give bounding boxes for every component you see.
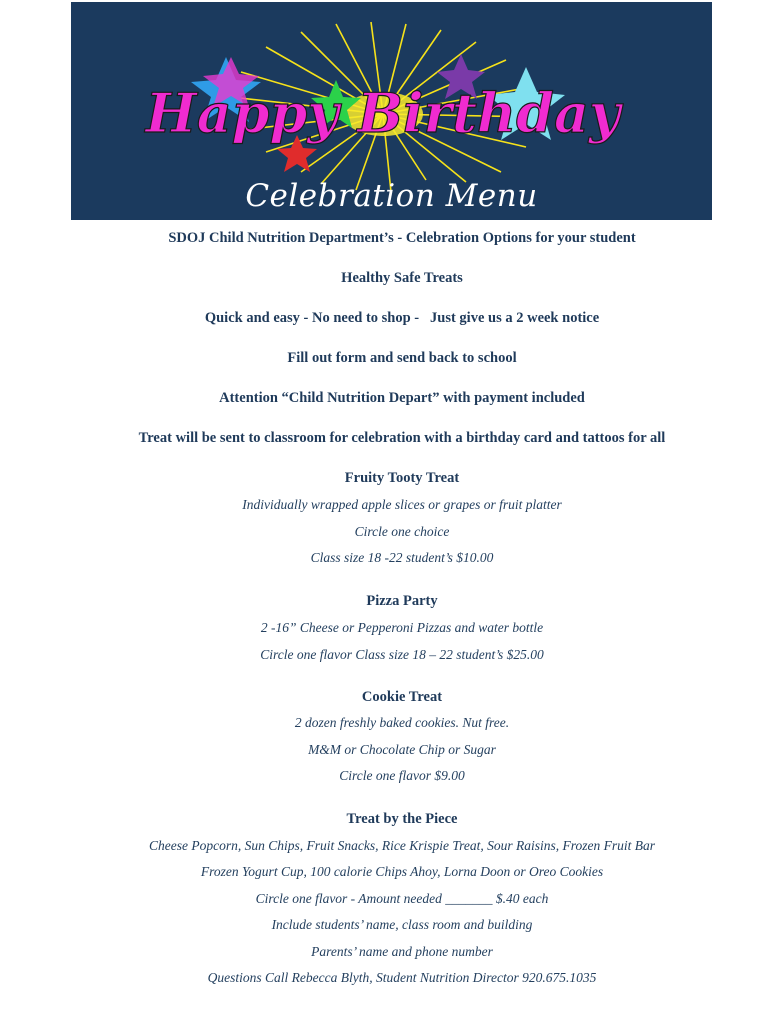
contact-line: Questions Call Rebecca Blyth, Student Nutrition Director 920.675.1035 (207, 970, 597, 985)
intro-line-attention: Attention “Child Nutrition Depart” with payment included (219, 390, 585, 406)
section-title-cookie: Cookie Treat (361, 689, 443, 705)
section-title-piece: Treat by the Piece (346, 811, 458, 827)
section-line: Individually wrapped apple slices or grapes or fruit platter (242, 497, 562, 512)
section-line: Parents’ name and phone number (311, 944, 493, 959)
section-line: Circle one flavor Class size 18 – 22 student’s $25.00 (260, 647, 544, 662)
section-line: Include students’ name, class room and building (271, 917, 533, 932)
intro-line-healthy: Healthy Safe Treats (341, 270, 463, 286)
section-line: M&M or Chocolate Chip or Sugar (308, 742, 496, 757)
section-line: Circle one flavor $9.00 (339, 768, 465, 783)
section-title-fruity: Fruity Tooty Treat (344, 470, 460, 486)
section-line: Class size 18 -22 student’s $10.00 (310, 550, 494, 565)
intro-line-department: SDOJ Child Nutrition Department’s - Celebration Options for your student (168, 230, 636, 246)
section-title-pizza: Pizza Party (366, 593, 438, 609)
page-title: Celebration Menu (245, 178, 538, 214)
section-line: Circle one choice (354, 524, 450, 539)
intro-line-classroom: Treat will be sent to classroom for celebration with a birthday card and tattoos for all (138, 430, 666, 446)
section-line: Circle one flavor - Amount needed _______ $.40 each (255, 891, 549, 906)
happy-birthday-logo-text: Happy Birthday (145, 81, 621, 145)
section-line: 2 dozen freshly baked cookies. Nut free. (294, 715, 510, 730)
section-line: Frozen Yogurt Cup, 100 calorie Chips Ahoy, Lorna Doon or Oreo Cookies (200, 864, 604, 879)
section-line: 2 -16” Cheese or Pepperoni Pizzas and water bottle (260, 620, 544, 635)
intro-line-notice: Quick and easy - No need to shop - Just give us a 2 week notice (204, 310, 600, 326)
header-banner (71, 2, 712, 220)
intro-line-fill-out: Fill out form and send back to school (287, 350, 517, 366)
section-line: Cheese Popcorn, Sun Chips, Fruit Snacks, Rice Krispie Treat, Sour Raisins, Frozen Fruit Bar (149, 838, 655, 853)
